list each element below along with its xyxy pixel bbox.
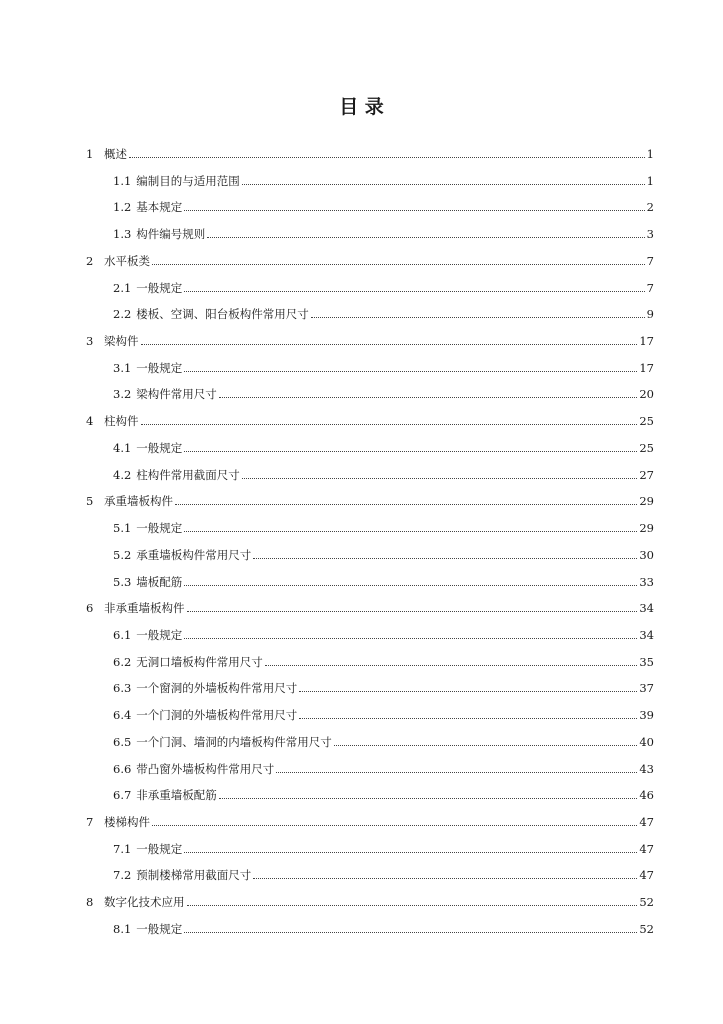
toc-entry-number: 4 <box>86 414 94 429</box>
toc-entry-title: 无洞口墙板构件常用尺寸 <box>136 654 263 669</box>
toc-entry <box>86 595 654 615</box>
toc-entry-number: 4.2 <box>113 467 132 482</box>
toc-entry-number: 5.2 <box>113 547 132 562</box>
toc-entry <box>113 168 654 188</box>
dot-leader <box>152 264 645 265</box>
toc-entry <box>113 649 654 669</box>
toc-entry-number: 2.1 <box>113 280 132 295</box>
dot-leader <box>299 718 637 719</box>
toc-entry-title: 概述 <box>104 147 127 161</box>
dot-leader <box>141 344 638 345</box>
toc-entry-page: 30 <box>639 547 654 562</box>
toc-entry-number: 2 <box>86 253 94 268</box>
toc-entry <box>113 729 654 749</box>
toc-entry <box>113 622 654 642</box>
toc-entry-page: 46 <box>639 788 654 803</box>
toc-entry-title: 带凸窗外墙板构件常用尺寸 <box>136 761 275 776</box>
toc-entry-page: 47 <box>639 868 654 883</box>
toc-entry <box>86 408 654 428</box>
toc-entry <box>113 275 654 295</box>
toc-entry-number: 1.1 <box>113 173 132 188</box>
dot-leader <box>311 317 645 318</box>
toc-entry-title: 一般规定 <box>136 280 183 295</box>
toc-entry-number: 5 <box>86 494 94 509</box>
toc-entry-title: 预制楼梯常用截面尺寸 <box>136 868 252 883</box>
toc-entry-number: 5.3 <box>113 574 132 589</box>
toc-entry <box>113 462 654 482</box>
toc-entry-number: 6.6 <box>113 761 132 776</box>
toc-entry-title: 基本规定 <box>136 200 183 215</box>
toc-entry-page: 47 <box>639 841 654 856</box>
toc-entry-page: 25 <box>639 440 654 455</box>
toc-entry-title: 一个门洞、墙洞的内墙板构件常用尺寸 <box>136 734 332 749</box>
dot-leader <box>184 531 637 532</box>
toc-entry-page: 52 <box>639 921 654 936</box>
toc-entry-title: 柱构件常用截面尺寸 <box>136 467 240 482</box>
toc-entry-title: 一般规定 <box>136 627 183 642</box>
toc-entry-title: 数字化技术应用 <box>104 895 185 910</box>
toc-entry-page: 25 <box>639 414 654 429</box>
toc-entry-title: 楼梯构件 <box>104 815 150 829</box>
toc-entry-number: 3 <box>86 334 94 349</box>
dot-leader <box>276 772 637 773</box>
page-title: 目 录 <box>339 96 384 118</box>
toc-entry-title: 承重墙板构件 <box>104 494 173 509</box>
dot-leader <box>219 397 638 398</box>
dot-leader <box>184 371 637 372</box>
dot-leader <box>184 451 637 452</box>
toc-entry-title: 梁构件常用尺寸 <box>136 387 217 402</box>
toc-entry <box>113 782 654 802</box>
toc-entry-number: 6.5 <box>113 734 132 749</box>
dot-leader <box>152 825 637 826</box>
dot-leader <box>184 852 637 853</box>
dot-leader <box>184 585 637 586</box>
toc-entry-page: 27 <box>639 467 654 482</box>
toc-entry-title: 水平板类 <box>104 253 150 268</box>
toc-entry <box>113 756 654 776</box>
toc-entry-page: 52 <box>639 895 654 910</box>
dot-leader <box>207 237 644 238</box>
dot-leader <box>242 184 645 185</box>
toc-entry-number: 4.1 <box>113 440 132 455</box>
toc-entry <box>113 194 654 214</box>
toc-entry-number: 2.2 <box>113 307 132 322</box>
toc-entry-title: 构件编号规则 <box>136 227 206 242</box>
toc-entry-number: 8 <box>86 895 94 910</box>
toc-entry <box>113 542 654 562</box>
toc-entry-page: 47 <box>639 815 654 829</box>
toc-entry-page: 29 <box>639 494 654 509</box>
toc-entry-title: 承重墙板构件常用尺寸 <box>136 547 252 562</box>
toc-entry <box>113 301 654 321</box>
toc-entry-number: 6.2 <box>113 654 132 669</box>
toc-entry-page: 9 <box>646 307 654 322</box>
toc-entry-title: 柱构件 <box>104 414 139 429</box>
toc-entry <box>113 355 654 375</box>
toc-entry-number: 5.1 <box>113 521 132 536</box>
toc-entry-page: 43 <box>639 761 654 776</box>
toc-entry <box>113 515 654 535</box>
toc-entry-number: 3.1 <box>113 360 132 375</box>
toc-entry-page: 17 <box>639 334 654 349</box>
toc-entry-title: 一般规定 <box>136 841 183 856</box>
toc-entry-number: 7 <box>86 815 94 829</box>
toc-entry-page: 20 <box>639 387 654 402</box>
toc-entry <box>113 675 654 695</box>
toc-entry-page: 7 <box>646 280 654 295</box>
dot-leader <box>219 798 638 799</box>
dot-leader <box>141 424 638 425</box>
dot-leader <box>184 932 637 933</box>
toc-entry <box>86 809 654 829</box>
toc-entry-number: 6.3 <box>113 681 132 696</box>
toc-entry-number: 7.1 <box>113 841 132 856</box>
toc-entry-number: 1.2 <box>113 200 132 215</box>
toc-entry-title: 编制目的与适用范围 <box>136 173 240 188</box>
toc-entry-page: 1 <box>646 147 654 161</box>
toc-entry-title: 梁构件 <box>104 334 139 349</box>
dot-leader <box>129 157 645 158</box>
toc-entry <box>86 328 654 348</box>
toc-entry-title: 一般规定 <box>136 440 183 455</box>
toc-entry-title: 一个窗洞的外墙板构件常用尺寸 <box>136 681 298 696</box>
toc-entry-page: 37 <box>639 681 654 696</box>
dot-leader <box>253 558 637 559</box>
dot-leader <box>184 638 637 639</box>
toc-entry <box>113 836 654 856</box>
toc-entry <box>86 248 654 268</box>
toc-entry-number: 1 <box>86 147 94 161</box>
toc-entry <box>113 702 654 722</box>
dot-leader <box>334 745 638 746</box>
toc-entry-page: 34 <box>639 627 654 642</box>
toc-entry <box>113 862 654 882</box>
toc-entry <box>86 141 654 161</box>
toc-entry-number: 8.1 <box>113 921 132 936</box>
toc-entry-number: 6.7 <box>113 788 132 803</box>
toc-entry-number: 7.2 <box>113 868 132 883</box>
dot-leader <box>184 291 644 292</box>
toc-entry-number: 6 <box>86 601 94 616</box>
toc-entry-title: 一般规定 <box>136 360 183 375</box>
toc-entry-number: 3.2 <box>113 387 132 402</box>
toc-entry <box>86 488 654 508</box>
dot-leader <box>187 905 638 906</box>
dot-leader <box>242 478 638 479</box>
toc-entry-title: 非承重墙板构件 <box>104 601 185 616</box>
toc-entry-title: 一般规定 <box>136 521 183 536</box>
toc-entry-number: 6.4 <box>113 708 132 723</box>
toc-entry-page: 34 <box>639 601 654 616</box>
toc-entry <box>113 916 654 936</box>
toc-entry-title: 一般规定 <box>136 921 183 936</box>
toc-entry-page: 1 <box>646 173 654 188</box>
dot-leader <box>175 504 637 505</box>
dot-leader <box>253 878 637 879</box>
toc-entry <box>113 381 654 401</box>
toc-entry-page: 33 <box>639 574 654 589</box>
toc-entry-title: 非承重墙板配筋 <box>136 788 217 803</box>
toc-entry-page: 39 <box>639 708 654 723</box>
toc-entry-number: 6.1 <box>113 627 132 642</box>
dot-leader <box>299 691 637 692</box>
toc-entry-page: 2 <box>646 200 654 215</box>
toc-entry-title: 楼板、空调、阳台板构件常用尺寸 <box>136 307 309 322</box>
toc-entry-page: 17 <box>639 360 654 375</box>
toc-entry <box>113 569 654 589</box>
dot-leader <box>184 210 644 211</box>
toc-entry-page: 40 <box>639 734 654 749</box>
toc-entry <box>113 221 654 241</box>
toc-entry-title: 墙板配筋 <box>136 574 183 589</box>
toc-entry-page: 35 <box>639 654 654 669</box>
toc-entry-page: 7 <box>646 253 654 268</box>
dot-leader <box>187 611 638 612</box>
toc-entry <box>86 889 654 909</box>
toc-entry-page: 3 <box>646 227 654 242</box>
toc-entry-title: 一个门洞的外墙板构件常用尺寸 <box>136 708 298 723</box>
toc-entry-number: 1.3 <box>113 227 132 242</box>
toc-entry <box>113 435 654 455</box>
toc-entry-page: 29 <box>639 521 654 536</box>
dot-leader <box>265 665 638 666</box>
